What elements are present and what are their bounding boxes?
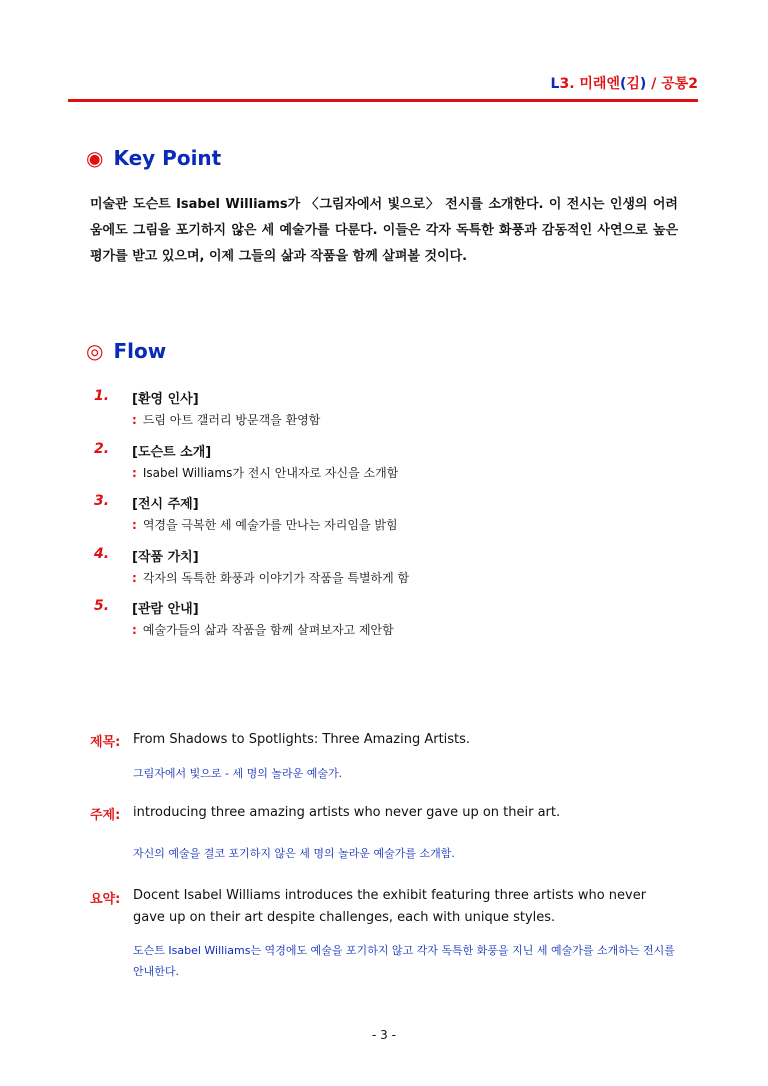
- key-point-title: Key Point: [113, 146, 222, 170]
- course-name: 공통2: [661, 76, 698, 92]
- flow-title: Flow: [113, 339, 167, 363]
- flow-item-heading: [관람 안내]: [132, 602, 199, 617]
- flow-item-number: 1.: [94, 388, 110, 404]
- flow-item-description: [132, 621, 394, 638]
- lesson-label: L: [550, 76, 560, 92]
- paren-close: ): [639, 76, 647, 92]
- textbook-name: 미래엔: [579, 76, 620, 92]
- flow-item-number: 4.: [94, 546, 110, 562]
- summary-gist-en: Docent Isabel Williams introduces the exhibit featuring three artists who never gave up on their art despite challenges, each with unique styles.: [133, 888, 647, 925]
- key-point-text: 미술관 도슨트 Isabel Williams가 〈그림자에서 빛으로〉 전시를 소개한다. 이 전시는 인생의 어려움에도 그림을 포기하지 않은 세 예술가를 다룬다. 이들은 각자 독특한 화풍과 감동적인 사연으로 높은 평가를 받고 있으며, 이제 그들의 삶과 작품을 함께 살펴볼 것이다.: [90, 197, 678, 264]
- flow-item-colon: :: [132, 571, 137, 585]
- summary-title-en: From Shadows to Spotlights: Three Amazing Artists.: [133, 732, 471, 747]
- flow-item-desc-text: 예술가들의 삶과 작품을 함께 살펴보자고 제안함: [142, 623, 394, 637]
- flow-item-colon: :: [132, 413, 137, 427]
- flow-item-heading: [전시 주제]: [132, 497, 199, 512]
- flow-item-desc-text: Isabel Williams가 전시 안내자로 자신을 소개함: [142, 466, 399, 480]
- flow-item-description: [132, 516, 398, 533]
- flow-item-description: [132, 464, 398, 481]
- lesson-number: 3.: [559, 76, 575, 92]
- paren-open: (: [619, 76, 627, 92]
- teacher-name: 김: [626, 76, 640, 92]
- header-divider: [68, 99, 698, 102]
- flow-item-desc-text: 역경을 극복한 세 예술가를 만나는 자리임을 밝힘: [142, 518, 398, 532]
- flow-item-description: [132, 569, 409, 586]
- flow-item-description: [132, 411, 320, 428]
- flow-item-desc-text: 드림 아트 갤러리 방문객을 환영함: [142, 413, 321, 427]
- flow-item-colon: :: [132, 518, 137, 532]
- flow-heading: [86, 339, 166, 363]
- target-bullet-icon: ◉: [86, 146, 104, 170]
- flow-item-number: 5.: [94, 598, 110, 614]
- summary-gist-ko: 도슨트 Isabel Williams는 역경에도 예술을 포기하지 않고 각자 독특한 화풍을 지닌 세 예술가를 소개하는 전시를 안내한다.: [133, 944, 675, 978]
- page-header: [551, 73, 698, 93]
- flow-item-heading: [도슨트 소개]: [132, 445, 212, 460]
- key-point-heading: [86, 146, 221, 170]
- flow-item-colon: :: [132, 623, 137, 637]
- flow-item-number: 2.: [94, 441, 110, 457]
- gist-label: 요약:: [90, 892, 121, 907]
- header-separator: /: [646, 76, 662, 92]
- double-circle-icon: ◎: [86, 339, 104, 363]
- flow-item-heading: [환영 인사]: [132, 392, 199, 407]
- flow-item-desc-text: 각자의 독특한 화풍과 이야기가 작품을 특별하게 함: [142, 571, 410, 585]
- summary-theme-ko: 자신의 예술을 결코 포기하지 않은 세 명의 놀라운 예술가를 소개함.: [133, 847, 455, 860]
- summary-title-ko: 그림자에서 빛으로 - 세 명의 놀라운 예술가.: [133, 767, 343, 780]
- theme-label: 주제:: [90, 808, 121, 823]
- flow-item-number: 3.: [94, 493, 110, 509]
- summary-theme-en: introducing three amazing artists who never gave up on their art.: [133, 805, 561, 820]
- title-label: 제목:: [90, 735, 121, 750]
- flow-item-colon: :: [132, 466, 137, 480]
- page-number: - 3 -: [372, 1028, 396, 1042]
- flow-item-heading: [작품 가치]: [132, 550, 199, 565]
